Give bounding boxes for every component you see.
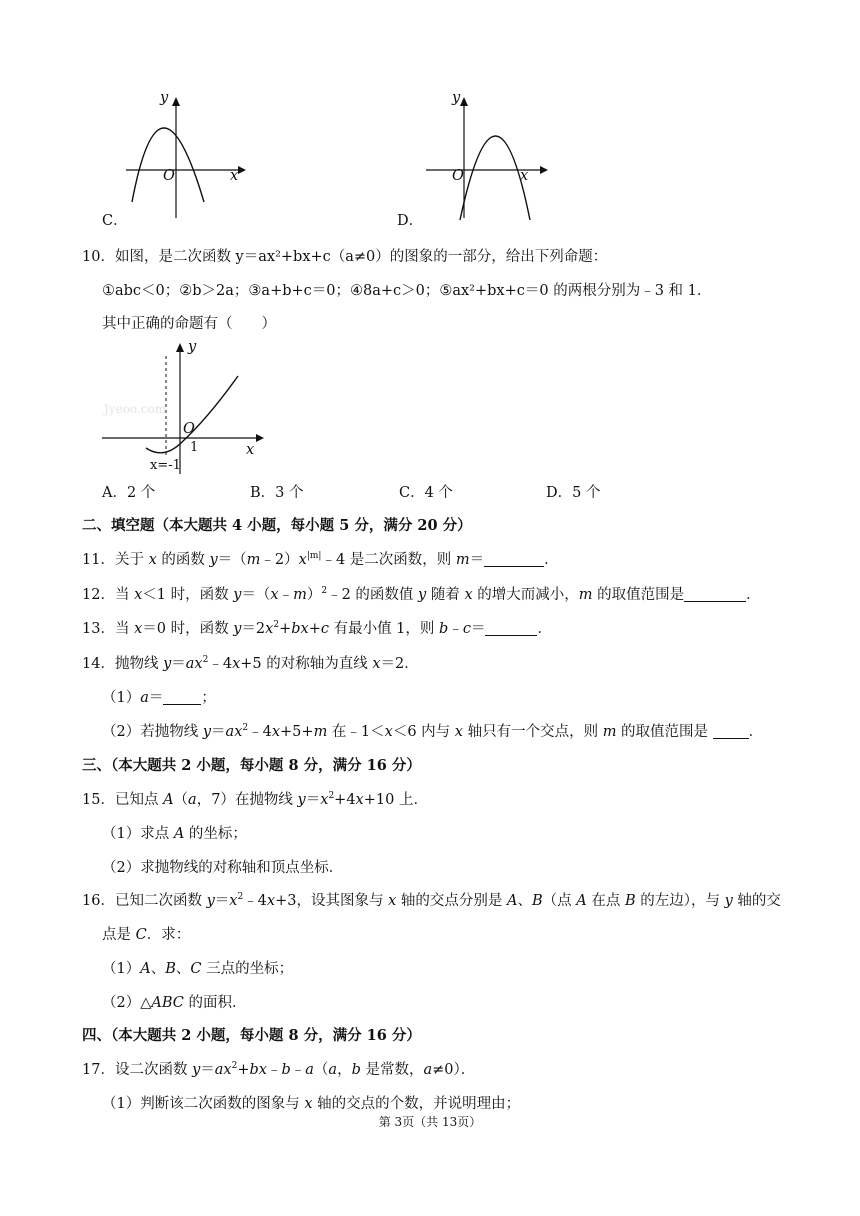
section-2-heading: 二、填空题（本大题共 4 小题，每小题 5 分，满分 20 分） [82,517,472,534]
q10-option-b: B．3 个 [250,485,304,501]
section-3-heading: 三、（本大题共 2 小题，每小题 8 分，满分 16 分） [82,757,421,774]
q12-answer-blank[interactable] [684,587,746,602]
option-d-letter: D． [397,213,424,229]
q10-graph-watermark: Jyeoo.com [104,402,167,416]
q13: 13．当 x＝0 时，函数 $y=2x^2+bx+c$ 有最小值 1，则 b﹣c＝ ． [82,620,552,637]
graph-c-x-label: x [230,168,239,184]
section-4-heading: 四、（本大题共 2 小题，每小题 8 分，满分 16 分） [82,1027,421,1044]
q10-graph-y-label: y [188,339,197,355]
q11: 11．关于 x 的函数 $y=(m﹣2)x^{|m|}﹣4$ 是二次函数，则 m＝ ． [82,551,559,568]
graph-d-origin-label: O [452,168,464,184]
q14-part-2: （2）若抛物线 $y=ax^2﹣4x+5+m$ 在﹣1＜x＜6 内与 x 轴只有一个交点，则 m 的取值范围是 ． [102,723,764,740]
q14: 14．抛物线 $y=ax^2﹣4x+5$ 的对称轴为直线 x＝2． [82,655,419,672]
q10-graph-x-label: x [246,442,255,458]
q10-graph-origin-label: O [183,421,195,437]
q16-part-2: （2）△ABC 的面积． [102,995,247,1011]
q10-option-c: C．4 个 [399,485,453,501]
q15-part-1: （1）求点 A 的坐标； [102,826,247,842]
q14-1-answer-blank[interactable] [163,690,201,705]
q10-graph-one-label: 1 [190,440,199,455]
q14-2-answer-blank[interactable] [713,724,749,739]
q16-continued: 点是 C．求： [102,927,191,943]
q17: 17．设二次函数 $y=ax^2+bx﹣b﹣a(a$，b 是常数，a≠0）． [82,1061,476,1078]
q13-answer-blank[interactable] [485,621,537,636]
q16-part-1: （1）A、B、C 三点的坐标； [102,961,294,977]
q10-stem: 10．如图，是二次函数 y＝ax²+bx+c（a≠0）的图象的一部分，给出下列命题： [82,249,608,265]
q12: 12．当 x＜1 时，函数 y＝（x﹣m）$^2$﹣2 的函数值 y 随着 x 的增大而减小，m 的取值范围是 ． [82,586,761,603]
q16: 16．已知二次函数 $y=x^2﹣4x+3$，设其图象与 x 轴的交点分别是 A、B（点 A 在点 B 的左边），与 y 轴的交 [82,892,781,909]
graph-c-origin-label: O [163,168,175,184]
q10-graph-axis-label: x=-1 [150,458,181,473]
option-c-letter: C． [102,213,128,229]
q17-part-1: （1）判断该二次函数的图象与 x 轴的交点的个数，并说明理由； [102,1096,521,1112]
q10-option-d: D．5 个 [546,485,601,501]
graph-c-y-label: y [160,90,169,106]
q15: 15．已知点 A（a，7）在抛物线 $y=x^2+4x+10$ 上． [82,791,428,808]
graph-d-y-label: y [452,90,461,106]
q11-answer-blank[interactable] [484,552,544,567]
q10-props: ①abc＜0；②b＞2a；③a+b+c＝0；④8a+c＞0；⑤ax²+bx+c＝0 的两根分别为﹣3 和 1． [102,283,712,299]
q14-part-1: （1）a＝ ； [102,690,216,706]
q15-part-2: （2）求抛物线的对称轴和顶点坐标． [102,860,344,876]
graph-option-d [420,92,550,222]
graph-d-x-label: x [520,168,529,184]
q10-option-a: A．2 个 [102,485,156,501]
graph-option-c [118,92,248,222]
q10-ask: 其中正确的命题有（ ） [102,316,276,332]
page-footer: 第 3页（共 13页） [378,1115,482,1129]
